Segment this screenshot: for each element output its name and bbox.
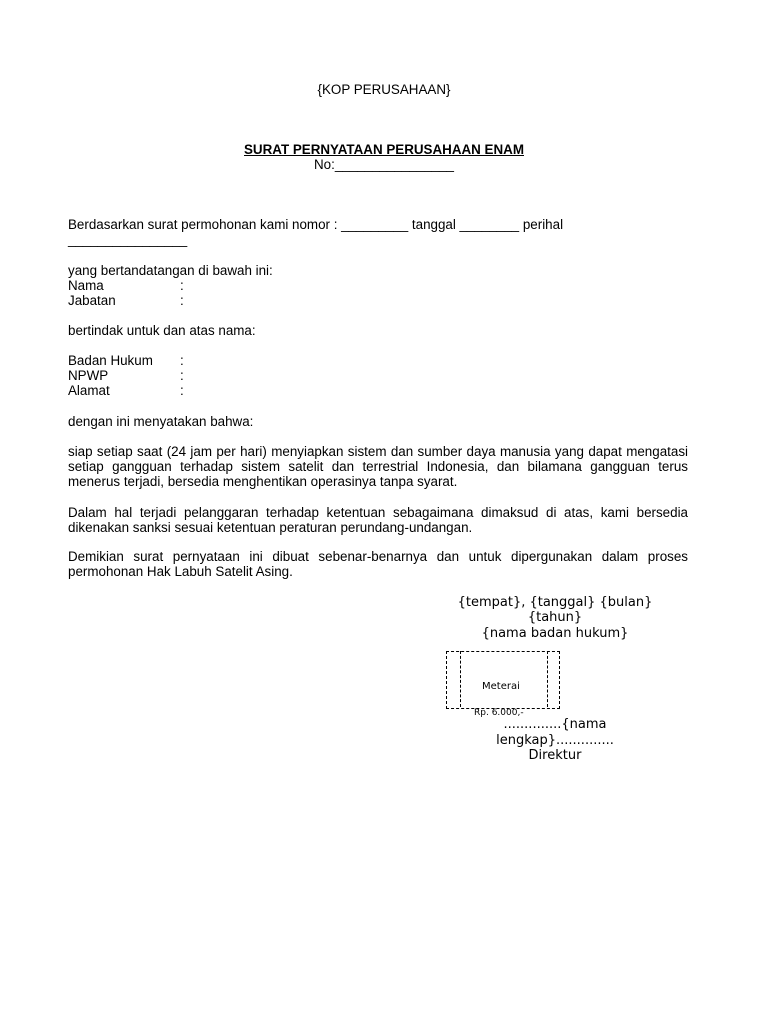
paragraph-readiness: siap setiap saat (24 jam per hari) menyiapkan sistem dan sumber daya manusia yang dapat mengatasi setiap gangguan terhadap sistem satelit dan terrestrial Indonesia, dan bilamana gangguan terus menerus terjadi, bersedia menghentikan operasinya tanpa syarat. bbox=[68, 444, 688, 489]
field-colon: : bbox=[180, 293, 184, 308]
signature-entity: {nama badan hukum} bbox=[481, 626, 629, 641]
signer-name-line2: lengkap}.............. bbox=[496, 733, 614, 748]
paragraph-closing: Demikian surat pernyataan ini dibuat sebenar-benarnya dan untuk dipergunakan dalam proses permohonan Hak Labuh Satelit Asing. bbox=[68, 549, 688, 579]
paragraph-sanctions: Dalam hal terjadi pelanggaran terhadap ketentuan sebagaimana dimaksud di atas, kami bersedia dikenakan sanksi sesuai ketentuan peraturan perundang-undangan. bbox=[68, 505, 688, 535]
field-label-jabatan: Jabatan bbox=[68, 293, 116, 308]
field-label-nama: Nama bbox=[68, 278, 104, 293]
intro-line-subject: ________________ bbox=[68, 232, 188, 247]
signatory-intro: yang bertandatangan di bawah ini: bbox=[68, 263, 273, 278]
field-label-npwp: NPWP bbox=[68, 368, 109, 383]
document-title: SURAT PERNYATAAN PERUSAHAAN ENAM bbox=[244, 142, 524, 157]
field-label-badan-hukum: Badan Hukum bbox=[68, 353, 153, 368]
revenue-stamp-value: Rp. 6.000,- bbox=[474, 708, 524, 718]
declaration-intro: dengan ini menyatakan bahwa: bbox=[68, 414, 254, 429]
signature-year: {tahun} bbox=[527, 610, 583, 625]
signature-place-date: {tempat}, {tanggal} {bulan} bbox=[457, 595, 653, 610]
field-colon: : bbox=[180, 368, 184, 383]
intro-line: Berdasarkan surat permohonan kami nomor : _________ tanggal ________ perihal bbox=[68, 217, 564, 232]
acting-on-behalf-text: bertindak untuk dan atas nama: bbox=[68, 323, 256, 338]
field-colon: : bbox=[180, 353, 184, 368]
field-label-alamat: Alamat bbox=[68, 383, 110, 398]
field-colon: : bbox=[180, 383, 184, 398]
revenue-stamp-label: Meterai bbox=[482, 681, 520, 692]
signer-position: Direktur bbox=[528, 748, 582, 763]
signer-name-line1: ..............{nama bbox=[503, 717, 607, 732]
document-number: No:________________ bbox=[314, 157, 454, 172]
field-colon: : bbox=[180, 278, 184, 293]
company-letterhead-placeholder: {KOP PERUSAHAAN} bbox=[317, 82, 451, 97]
revenue-stamp-inner-frame bbox=[460, 651, 548, 707]
